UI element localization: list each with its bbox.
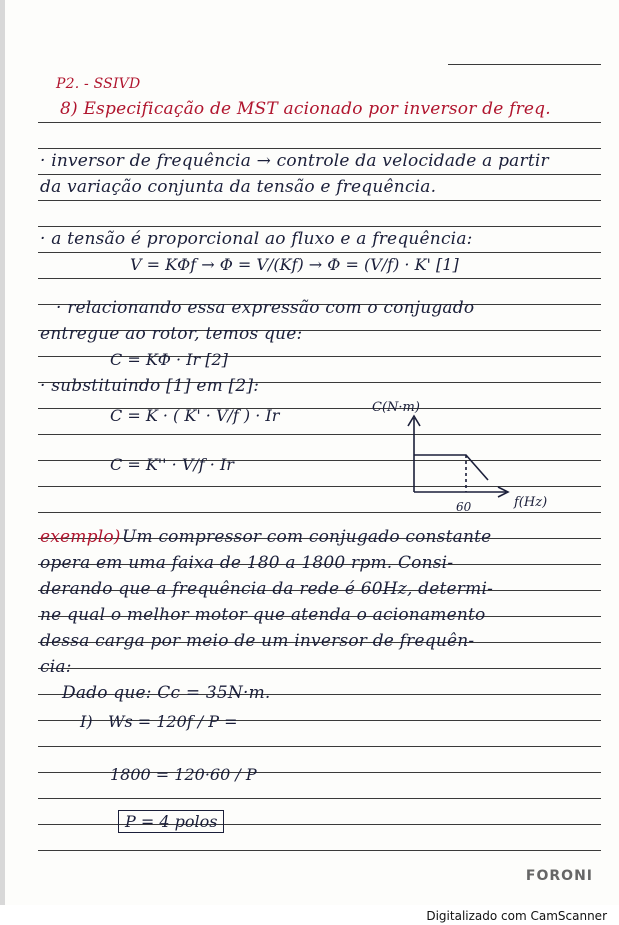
equation-4: C = K'' · V/f · Ir	[110, 455, 234, 474]
relation-line-1: · relacionando essa expressão com o conjugado	[56, 298, 475, 318]
example-line-4: ne qual o melhor motor que atenda o acionamento	[40, 605, 486, 625]
equation-3: C = K · ( K' · V/f ) · Ir	[110, 406, 280, 425]
step-label: I)	[80, 712, 93, 731]
rpm-calculation: 1800 = 120·60 / P	[110, 765, 257, 784]
graph-tick-label: 60	[456, 500, 472, 514]
intro-line-2: da variação conjunta da tensão e frequência.	[40, 177, 437, 197]
substitution-line: · substituindo [1] em [2]:	[40, 376, 260, 396]
ws-equation: Ws = 120f / P =	[108, 712, 238, 731]
graph-torque-curve	[414, 455, 488, 480]
example-line-3: derando que a frequência da rede é 60Hz, determi-	[40, 579, 494, 599]
example-line-1: Um compressor com conjugado constante	[122, 527, 492, 547]
equation-1: V = KΦf → Φ = V/(Kf) → Φ = (V/f) · K' [1]	[130, 255, 459, 274]
relation-line-2: entregue ao rotor, temos que:	[40, 324, 303, 344]
scanner-watermark: Digitalizado com CamScanner	[426, 909, 607, 923]
page-reference: P2. - SSIVD	[56, 76, 141, 92]
notebook-brand: FORONI	[525, 868, 593, 884]
answer-box: P = 4 polos	[118, 810, 224, 833]
proportional-line: · a tensão é proporcional ao fluxo e a frequência:	[40, 229, 473, 249]
example-line-6: cia:	[40, 657, 72, 677]
section-title: 8) Especificação de MST acionado por inversor de freq.	[60, 99, 551, 119]
given-line: Dado que: Cc = 35N·m.	[62, 683, 271, 703]
example-line-5: dessa carga por meio de um inversor de frequên-	[40, 631, 475, 651]
example-label: exemplo)	[40, 527, 121, 547]
graph-x-label: f(Hz)	[514, 495, 548, 510]
example-line-2: opera em uma faixa de 180 a 1800 rpm. Consi-	[40, 553, 454, 573]
intro-line-1: · inversor de frequência → controle da velocidade a partir	[40, 151, 549, 171]
equation-2: C = KΦ · Ir [2]	[110, 350, 228, 369]
graph-y-label: C(N·m)	[372, 400, 420, 415]
